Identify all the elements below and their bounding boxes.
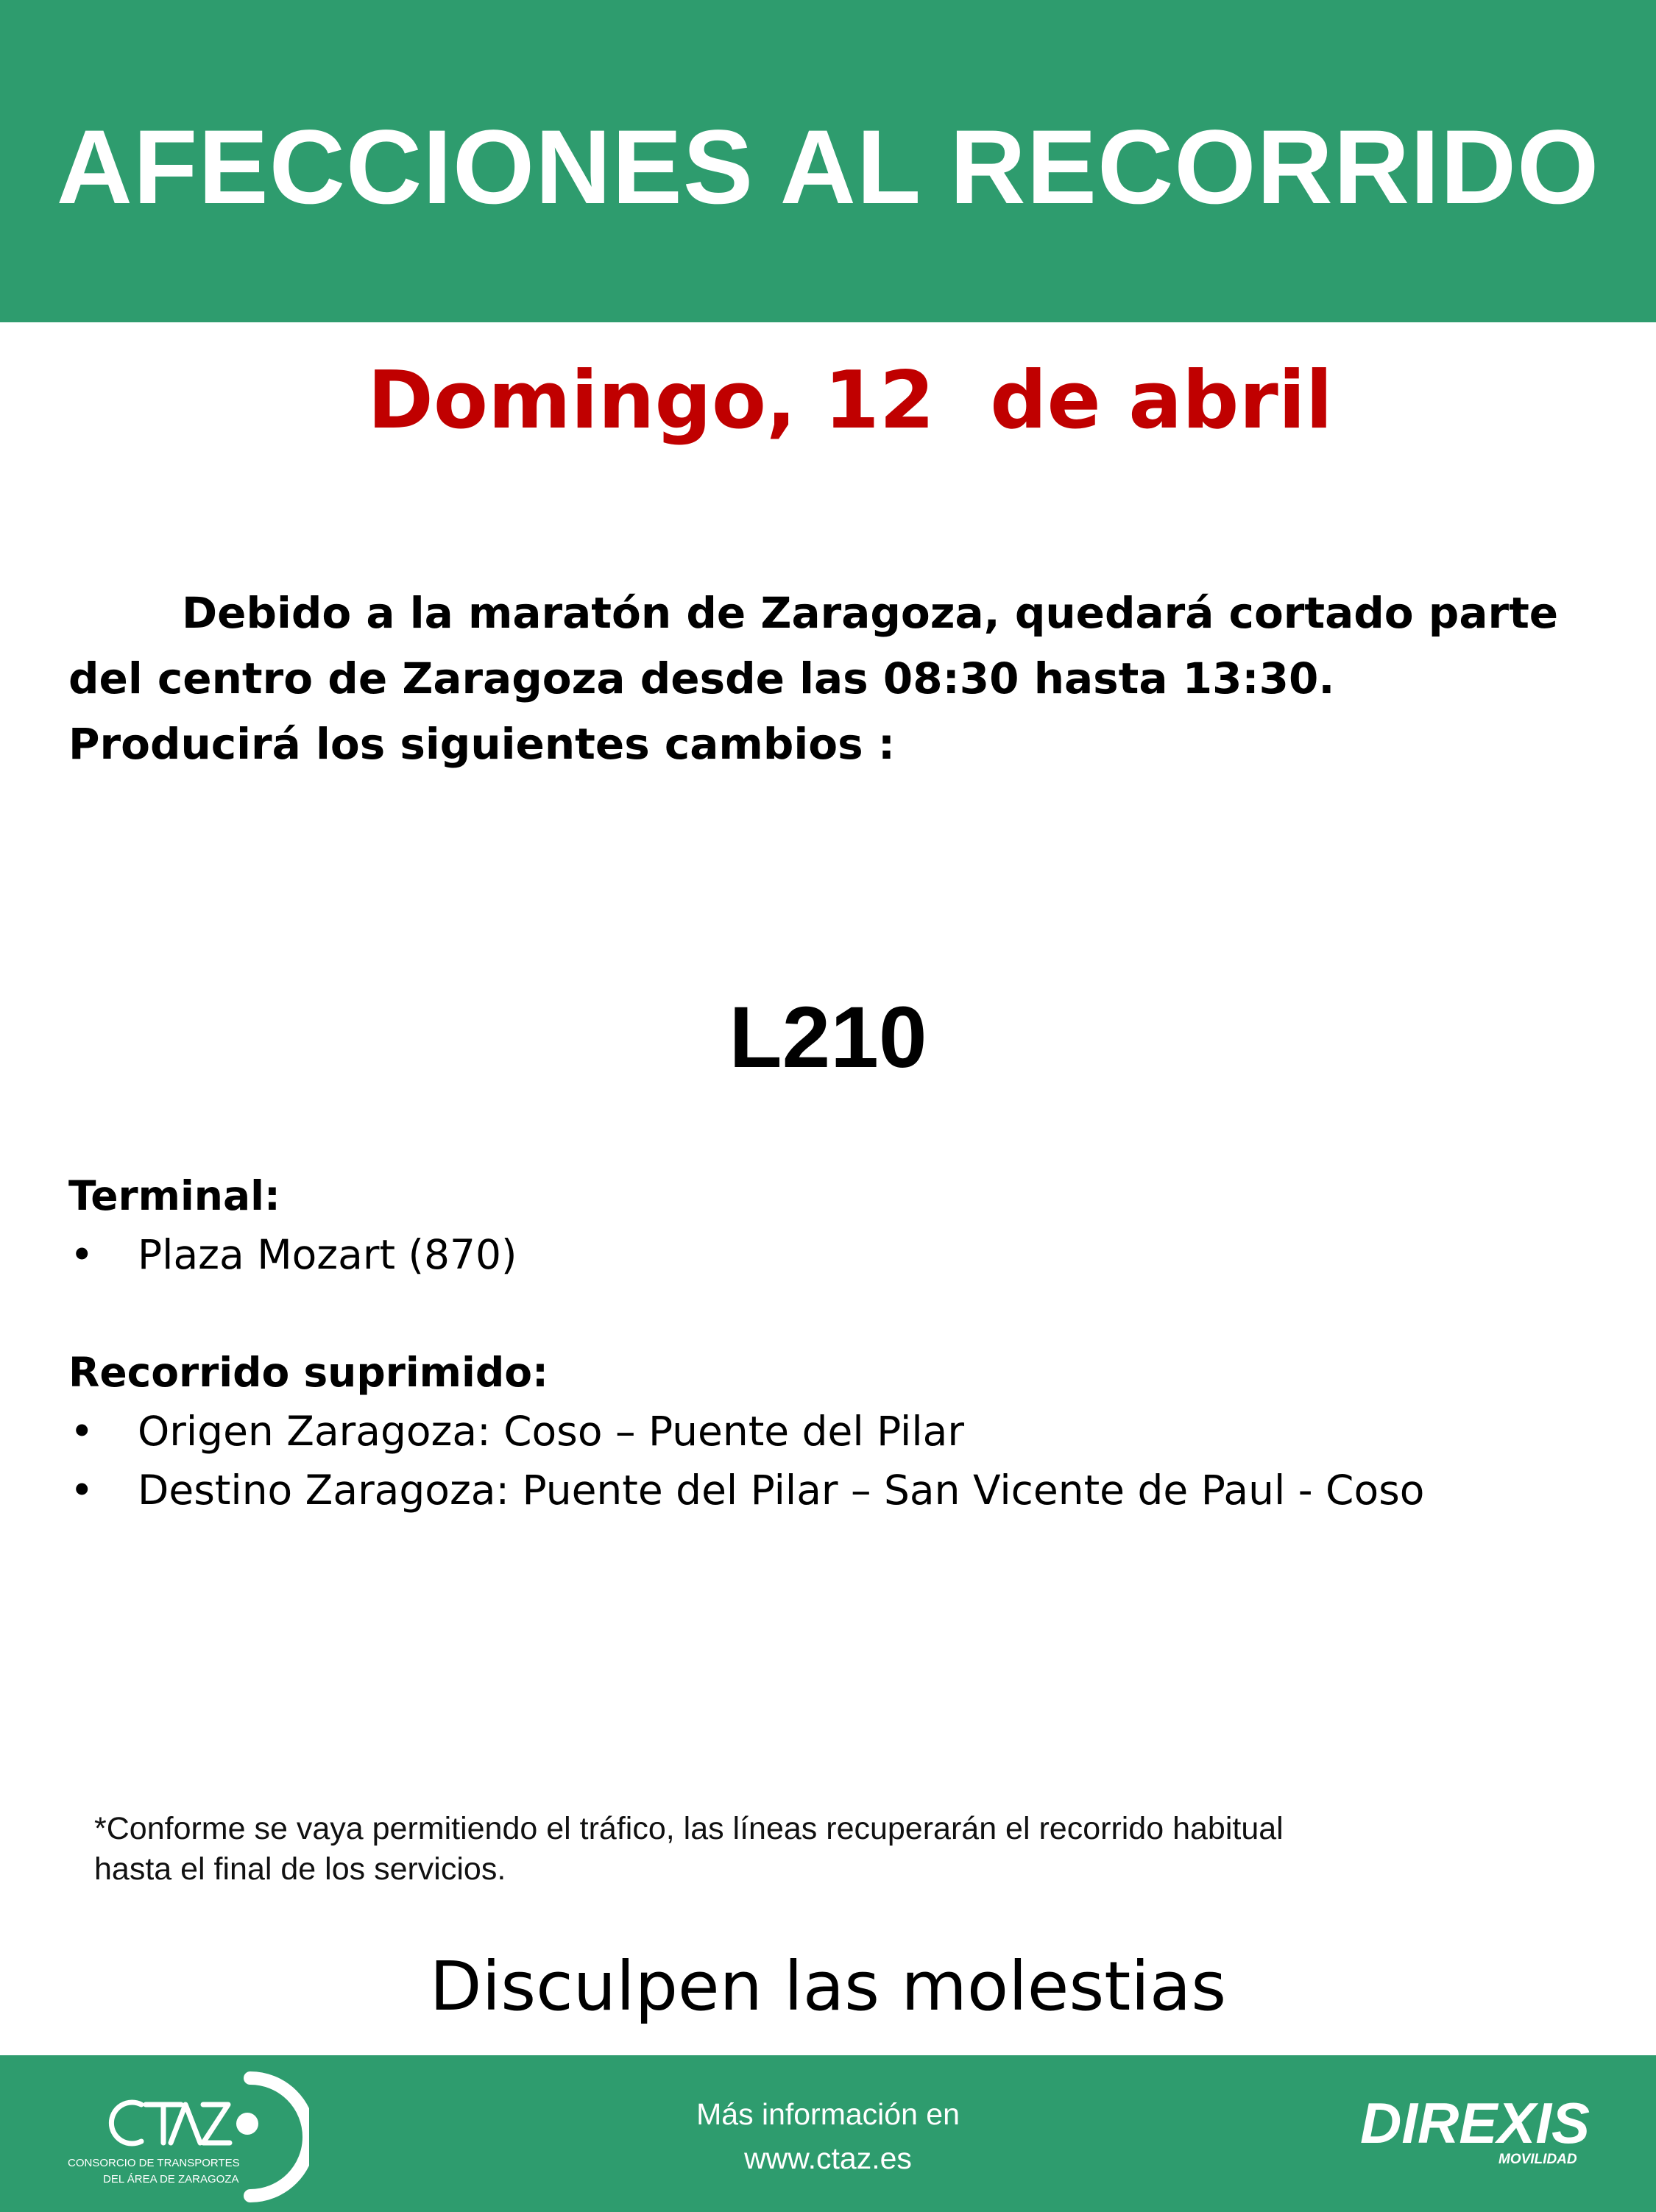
footnote [94, 1809, 1566, 1890]
date-heading: Domingo, 12 de abril [367, 355, 1333, 447]
footnote-line-2: hasta el final de los servicios. [94, 1851, 506, 1887]
bus-line-code: L210 [729, 989, 927, 1086]
terminal-list [68, 1225, 1614, 1284]
page-title: AFECCIONES AL RECORRIDO [56, 109, 1600, 226]
intro-line-3: Producirá los siguientes cambios : [68, 719, 896, 769]
terminal-section [68, 1166, 1614, 1284]
website-link[interactable]: www.ctaz.es [744, 2141, 912, 2175]
recorrido-heading: Recorrido suprimido: [68, 1349, 548, 1396]
bullet-icon: • [70, 1467, 94, 1514]
intro-line-1: Debido a la maratón de Zaragoza, quedará cortado parte [182, 588, 1559, 638]
recorrido-item-text: Origen Zaragoza: Coso – Puente del Pilar [138, 1408, 964, 1455]
direxis-wordmark: DIREXIS [1360, 2091, 1590, 2155]
list-item [68, 1225, 1614, 1284]
recorrido-section [68, 1343, 1614, 1520]
ctaz-caption-line-1: CONSORCIO DE TRANSPORTES [68, 2157, 240, 2169]
intro-line-2: del centro de Zaragoza desde las 08:30 hasta 13:30. [68, 653, 1335, 703]
more-info-line-1: Más información en [696, 2097, 960, 2131]
recorrido-list [68, 1402, 1614, 1520]
recorrido-item-text: Destino Zaragoza: Puente del Pilar – San Vicente de Paul - Coso [138, 1467, 1425, 1514]
terminal-heading: Terminal: [68, 1172, 280, 1219]
footnote-line-1: *Conforme se vaya permitiendo el tráfico, las líneas recuperarán el recorrido habitual [94, 1811, 1284, 1846]
intro-paragraph [68, 581, 1614, 777]
bullet-icon: • [70, 1408, 94, 1455]
direxis-caption: MOVILIDAD [1498, 2152, 1577, 2167]
ctaz-caption-line-2: DEL ÁREA DE ZARAGOZA [103, 2173, 239, 2186]
list-item [68, 1402, 1614, 1461]
list-item [68, 1461, 1614, 1520]
bullet-icon: • [70, 1231, 94, 1278]
direxis-logo [1354, 2090, 1619, 2178]
apology-text: Disculpen las molestias [429, 1947, 1227, 2026]
terminal-item-text: Plaza Mozart (870) [138, 1231, 517, 1278]
